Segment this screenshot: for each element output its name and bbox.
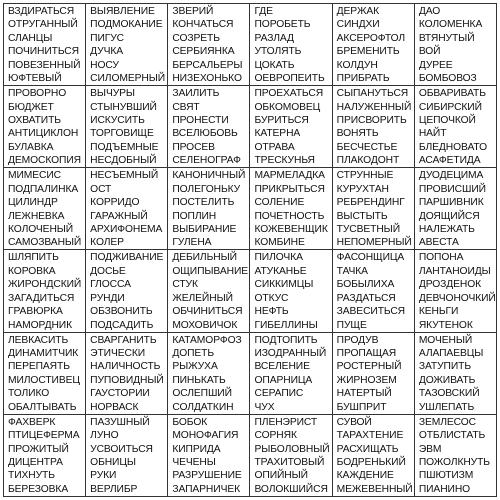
word-item: ПОЛЕГОНЬКУ [172,183,241,195]
word-item: СОЗРЕТЬ [172,32,220,44]
word-item: СИККИМЦЫ [254,279,314,291]
word-item: СЕЛЕНОГРАФ [172,155,241,167]
word-item: БУЛАВКА [8,141,54,153]
word-item: СТЫНУВШИЙ [90,101,157,113]
word-item: СИЛОМЕРНЫЙ [90,73,166,85]
word-item: КОЛЕР [90,237,124,249]
word-item: ПОСТЕЛИТЬ [172,197,235,209]
word-item: ЧЕЧЕНЫ [172,457,216,469]
word-item: ЗАПАРНИЧЕК [172,483,241,495]
word-item: ЗАВЕСИТЬСЯ [336,306,406,318]
word-item: СВЯТ [172,101,200,113]
word-item: СУВОЙ [336,416,372,428]
word-item: ПРИКРЫТЬСЯ [254,183,325,195]
word-item: ЮФТЕВЫЙ [8,73,62,85]
word-item: НАЛИЧНОСТЬ [90,361,161,373]
word-item: СОЛЕНИЕ [254,197,305,209]
word-item: НАМОРДНИК [8,319,72,331]
word-item: СЛАНЦЫ [8,32,53,44]
word-item: АНТИЦИКЛОН [8,128,79,140]
word-item: ВОЛОКШИЙСЯ [254,483,328,495]
grid-cell [86,86,168,168]
word-item: ПТИЦЕФЕРМА [8,430,80,442]
grid-cell [250,415,332,497]
grid-cell [86,415,168,497]
word-item: ОЕВРОПЕИТЬ [254,73,325,85]
word-item: ЗАИЛИТЬ [172,88,220,100]
word-item: ЗВЕРИЙ [172,6,214,17]
word-item: АВЕСТА [418,237,459,249]
word-item: ОСЛЕПШИЙ [172,388,232,400]
word-item: КАТЕРНА [254,128,301,140]
word-item: ПОДЖИВАНИЕ [90,252,164,264]
word-item: ЖИРНОЗЕМ [336,374,397,386]
word-item: ФАХВЕРК [8,416,56,428]
word-item: ПОЖОЛКНУТЬ [418,457,490,469]
word-item: ДРОЗДЕНОК [418,279,482,291]
word-item: ТИХНУТЬ [8,470,55,482]
word-item: СОРНЯК [254,430,297,442]
word-item: ОБАЛТЫВАТЬ [8,401,77,413]
word-item: ТРАХИТОВЫЙ [254,457,325,469]
grid-cell [415,250,497,332]
word-item: ПОЧИНИТЬСЯ [8,46,79,58]
word-item: ОТРАВА [254,141,295,153]
word-item: ПОПЛИН [172,210,217,222]
word-item: ПРОВИСШИЙ [418,183,486,195]
word-item: ВТЯНУТЫЙ [418,32,475,44]
word-item: ИЗОДРАННЫЙ [254,348,327,360]
grid-cell [333,415,415,497]
word-item: КОНЧАТЬСЯ [172,19,234,31]
word-item: КОЛОМЕНКА [418,19,483,31]
grid-cell [250,86,332,168]
word-item: БУШПРИТ [336,401,387,413]
word-item: НИЗЕХОНЬКО [172,73,242,85]
word-item: БЕРСАЛЬЕРЫ [172,59,243,71]
word-item: КЕНЬГИ [418,306,459,318]
grid-cell [86,333,168,415]
grid-cell [333,250,415,332]
word-item: ДИЦЕНТРА [8,457,63,469]
word-item: ВОНЯТЬ [336,128,379,140]
word-item: ВЫЯВЛЕНИЕ [90,6,155,17]
word-item: ЖИРОНДСКИЙ [8,279,82,291]
word-item: НАЙТ [418,128,447,140]
word-item: БРЕМЕНИТЬ [336,46,400,58]
word-item: ОБЗВОНИТЬ [90,306,153,318]
word-item: НЕФТЬ [254,306,289,318]
word-item: КОЛОЧЕНЫЙ [8,223,74,235]
word-item: ГАРАЖНЫЙ [90,210,148,222]
word-item: ВЫЧУРЫ [90,88,135,100]
word-item: БОБОК [172,416,208,428]
word-item: ШЛЯПИТЬ [8,252,59,264]
word-item: КОЛДУН [336,59,378,71]
word-item: КУРУХТАН [336,183,389,195]
word-item: ОПИЙНЫЙ [254,470,308,482]
word-item: ВЗДИРАТЬСЯ [8,6,75,17]
word-item: ПРОВОРНО [8,88,67,100]
word-item: ФАСОНЩИЦА [336,252,405,264]
word-item: ПРОСЕВ [172,141,215,153]
grid-cell [168,333,250,415]
word-item: ЗАТУПИТЬ [418,361,471,373]
word-item: ПОДСАДИТЬ [90,319,154,331]
grid-cell [333,4,415,86]
grid-cell [168,86,250,168]
word-item: КАЖДЕНИЕ [336,470,394,482]
word-item: ЦОКАТЬ [254,59,295,71]
word-item: ЖЕЛЕЙНЫЙ [172,292,233,304]
word-item: БОМБОВОЗ [418,73,477,85]
word-item: ОТБЛИСТАТЬ [418,430,486,442]
word-item: ОЩИПЫВАНИЕ [172,265,249,277]
grid-cell [250,250,332,332]
word-item: СОЛДАТКИН [172,401,234,413]
grid-cell [333,333,415,415]
word-item: ПОДЪЕМНЫЕ [90,141,159,153]
word-item: ГЛОССА [90,279,131,291]
word-item: МЕЖЕВЕННЫЙ [336,483,413,495]
word-item: ГДЕ [254,6,273,17]
word-item: ЯКУТЕНОК [418,319,473,331]
word-item: СИБИРСКИЙ [418,101,482,113]
grid-cell [168,4,250,86]
word-item: ВЫБИРАНИЕ [172,223,237,235]
word-item: ОСТ [90,183,112,195]
word-item: МОЧЕНЫЙ [418,334,473,346]
word-item: УТОЛЯТЬ [254,46,302,58]
word-item: ПОДТОПИТЬ [254,334,318,346]
grid-cell [86,168,168,250]
word-item: РАЗДАТЬСЯ [336,292,396,304]
word-item: КОЖЕВЕНЩИК [254,223,328,235]
word-item: ЛЕЖНЕВКА [8,210,65,222]
word-item: АКСЕРОФТОЛ [336,32,406,44]
grid-cell [250,4,332,86]
word-item: ЗЕМЛЕСОС [418,416,476,428]
word-item: ПОРОБЕТЬ [254,19,311,31]
word-item: ГУЛЕНА [172,237,212,249]
word-item: ЦИЛИНДР [8,197,58,209]
word-item: НАЛУЖЕННЫЙ [336,101,412,113]
word-item: АРХИФОНЕМА [90,223,163,235]
word-item: ПОЧЕТНОСТЬ [254,210,325,222]
word-item: МОНОФАГИЯ [172,430,239,442]
word-item: БЕСЧЕСТЬЕ [336,141,398,153]
word-item: УШЛЕПАТЬ [418,401,475,413]
word-item: ПЕРЕПАЯТЬ [8,361,70,373]
word-item: ТОЛИКО [8,388,50,400]
word-item: РАЗРУШЕНИЕ [172,470,242,482]
word-item: РУНДИ [90,292,125,304]
word-item: МИЛОСТИВЕЦ [8,374,80,386]
word-item: СЕРБИЯНКА [172,46,235,58]
word-item: БЕРЕЗОВКА [8,483,69,495]
word-item: ПРОПАЩАЯ [336,348,397,360]
grid-cell [4,168,86,250]
word-item: НАЛЕЖАТЬ [418,223,475,235]
word-item: ДОПЕТЬ [172,348,215,360]
word-item: СЕРАПИС [254,388,304,400]
word-item: ДЕБИЛЬНЫЙ [172,252,237,264]
grid-cell [333,168,415,250]
word-item: ПРОЖИТЫЙ [8,443,69,455]
grid-cell [415,168,497,250]
word-item: БЛЕДНОВАТО [418,141,488,153]
word-item: БОБЫЛИХА [336,279,395,291]
word-item: ЗАГАДИТЬСЯ [8,292,75,304]
word-item: АЛАПАЕВЦЫ [418,348,484,360]
word-item: КОМБИНЕ [254,237,305,249]
word-item: ТАРАХТЕНИЕ [336,430,404,442]
word-item: ПАРШИВНИК [418,197,484,209]
word-item: АСАФЕТИДА [418,155,481,167]
word-item: ПИНЬКАТЬ [172,374,226,386]
word-item: ПРОЕХАТЬСЯ [254,88,324,100]
grid-cell [415,4,497,86]
word-item: ДЕМОСКОПИЯ [8,155,81,167]
word-item: БОДРЕНЬКИЙ [336,457,406,469]
grid-cell [168,415,250,497]
word-item: ДЕРЖАК [336,6,380,17]
word-item: ИСКУСИТЬ [90,114,145,126]
word-item: НЕСДОБНЫЙ [90,155,157,167]
word-item: СВАРГАНИТЬ [90,334,157,346]
word-item: ЧУХ [254,401,275,413]
word-item: СЫПАНУТЬСЯ [336,88,409,100]
grid-cell [4,415,86,497]
word-item: ОПАРНИЦА [254,374,313,386]
word-item: ПРОДУВ [336,334,379,346]
word-item: КАНОНИЧНЫЙ [172,170,246,182]
word-item: КИПРИДА [172,443,221,455]
word-item: ДОСЬЕ [90,265,126,277]
word-item: НОРВАСК [90,401,139,413]
word-item: КОРОВКА [8,265,56,277]
word-item: ПИАНИНО [418,483,471,495]
grid-cell [86,250,168,332]
word-item: РУКИ [90,470,117,482]
word-item: ЛЕВКАСИТЬ [8,334,69,346]
word-item: РЕБРЕНДИНГ [336,197,405,209]
word-item: ТОРГОВИЩЕ [90,128,154,140]
word-item: НОСУ [90,59,119,71]
word-item: ПРИБРАТЬ [336,73,390,85]
word-item: ГАУСТОРИИ [90,388,150,400]
word-item: МОХОВИЧОК [172,319,238,331]
word-item: АТУКАНЬЕ [254,265,307,277]
grid-cell [415,415,497,497]
word-item: ВЫСТЫТЬ [336,210,388,222]
word-item: ОБЧИНИТЬСЯ [172,306,243,318]
grid-cell [250,168,332,250]
word-item: ДУРЕЕ [418,59,453,71]
word-grid [3,3,497,497]
grid-cell [4,250,86,332]
word-item: СТУК [172,279,198,291]
word-item: НЕПОМЕРНЫЙ [336,237,412,249]
word-item: ДАО [418,6,441,17]
word-item: МИМЕСИС [8,170,61,182]
word-item: СТРУННЫЕ [336,170,394,182]
word-item: СИНДХИ [336,19,380,31]
word-item: ЭТИЧЕСКИ [90,348,146,360]
grid-cell [86,4,168,86]
word-item: ТАЧКА [336,265,368,277]
word-item: РЫБОЛОВНЫЙ [254,443,330,455]
word-item: ПОВЕЗЕННЫЙ [8,59,81,71]
word-item: НАТЕРТЫЙ [336,388,392,400]
word-item: ПЛАКОДОНТ [336,155,400,167]
word-item: ДОЖИВАТЬ [418,374,476,386]
word-item: БУРИТЬСЯ [254,114,309,126]
word-item: ДОЯЩИЙСЯ [418,210,480,222]
word-item: БЮДЖЕТ [8,101,54,113]
word-item: ОБКОМОВЕЦ [254,101,321,113]
grid-cell [168,168,250,250]
word-item: ПИЛОЧКА [254,252,303,264]
word-item: РОСТЕРНЫЙ [336,361,402,373]
word-item: ВЕРЛИБР [90,483,138,495]
grid-cell [333,86,415,168]
word-item: ВОЙ [418,46,441,58]
grid-cell [415,333,497,415]
word-item: ТАЗОВСКИЙ [418,388,480,400]
word-item: ПАЗУШНЫЙ [90,416,150,428]
word-item: ТУСВЕТНЫЙ [336,223,401,235]
word-item: ПОПОНА [418,252,464,264]
word-item: ЭВМ [418,443,442,455]
grid-cell [4,333,86,415]
word-item: ЛУНО [90,430,119,442]
word-item: ЛАНТАНОИДЫ [418,265,491,277]
word-item: КОРРИДО [90,197,140,209]
word-item: НЕСЪЕМНЫЙ [90,170,159,182]
word-item: ПРОНЕСТИ [172,114,229,126]
word-item: ВСЕЛЮБОВЬ [172,128,238,140]
word-item: ГИБЕЛЛИНЫ [254,319,318,331]
word-item: ДИНАМИТЧИК [8,348,79,360]
word-item: САМОЗВАНЫЙ [8,237,82,249]
word-item: ПУЩЕ [336,319,367,331]
word-item: МАРМЕЛАДКА [254,170,325,182]
word-item: ПУПОВИДНЫЙ [90,374,164,386]
word-item: ТРЕСКУНЬЯ [254,155,315,167]
word-item: ВСЕЛЕНИЕ [254,361,310,373]
word-item: ДУЧКА [90,46,124,58]
word-item: ПОДМОКАНИЕ [90,19,163,31]
grid-cell [168,250,250,332]
word-item: ОБВАРИВАТЬ [418,88,486,100]
word-item: ГРАВЮРКА [8,306,63,318]
word-item: ДУОДЕЦИМА [418,170,484,182]
word-item: ОТРУГАННЫЙ [8,19,78,31]
grid-cell [4,86,86,168]
word-item: ЦЕПОЧКОЙ [418,114,476,126]
word-item: РАЗЛАД [254,32,294,44]
word-item: ПЛЕНЭРИСТ [254,416,318,428]
word-item: ОХВАТИТЬ [8,114,61,126]
grid-cell [415,86,497,168]
word-item: КАТАМОРФОЗ [172,334,242,346]
word-item: ПИГУС [90,32,125,44]
word-item: РАСХИЩАТЬ [336,443,399,455]
grid-cell [4,4,86,86]
word-item: ДЕВЧОНОЧКИЙ [418,292,496,304]
word-item: ОТКУС [254,292,289,304]
word-item: ПОДПАЛИНКА [8,183,79,195]
word-item: УСВОИТЬСЯ [90,443,153,455]
word-item: РЫЖУХА [172,361,218,373]
word-item: ПШЮТИЗМ [418,470,474,482]
word-item: ОБНИЦЫ [90,457,136,469]
word-item: ПРИСВОРИТЬ [336,114,407,126]
grid-cell [250,333,332,415]
